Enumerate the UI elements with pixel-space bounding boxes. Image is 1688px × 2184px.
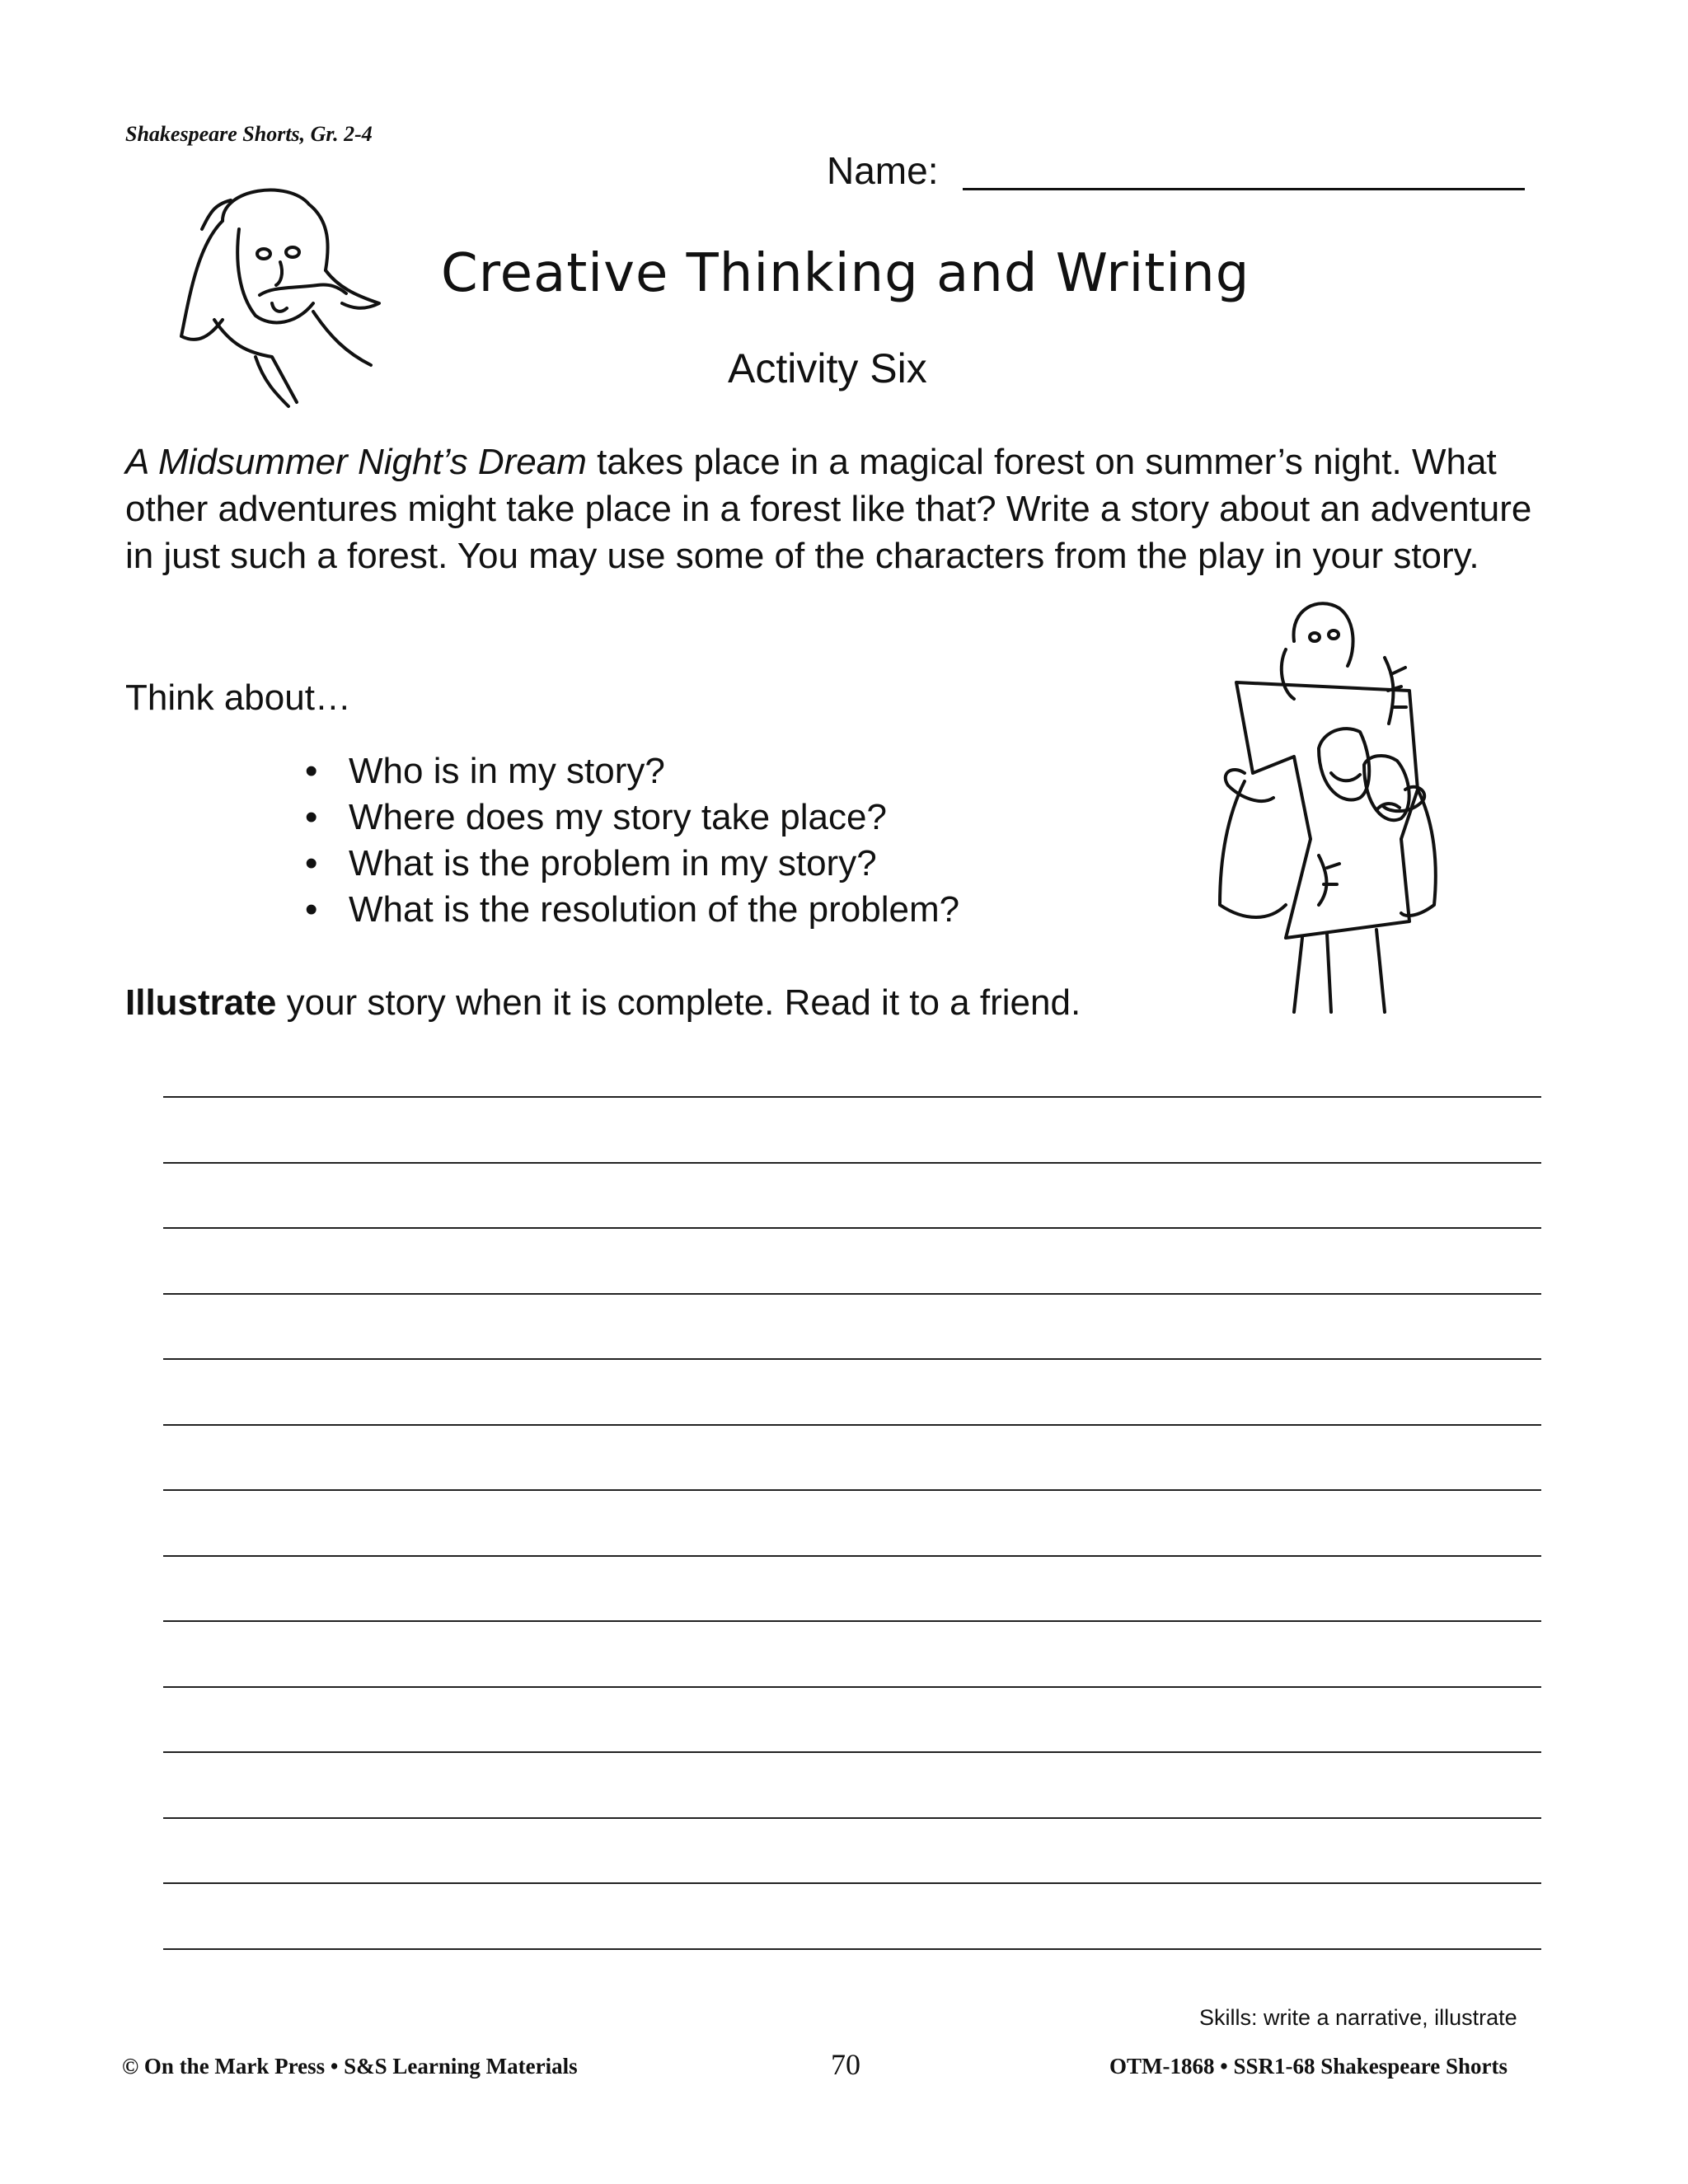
writing-line: [163, 1424, 1541, 1426]
name-blank-line: [963, 188, 1525, 190]
question-item: • Where does my story take place?: [305, 794, 959, 841]
play-title: A Midsummer Night’s Dream: [125, 442, 587, 482]
writing-line: [163, 1358, 1541, 1360]
name-label: Name:: [827, 149, 939, 192]
writing-line: [163, 1227, 1541, 1229]
writing-line: [163, 1948, 1541, 1950]
page-number: 70: [831, 2048, 860, 2081]
writing-line: [163, 1293, 1541, 1295]
skills-note: Skills: write a narrative, illustrate: [1199, 2005, 1517, 2030]
activity-subtitle: Activity Six: [728, 345, 927, 391]
footer-product-code: OTM-1868 • SSR1-68 Shakespeare Shorts: [1109, 2054, 1507, 2079]
question-list: [305, 748, 959, 933]
question-item: • Who is in my story?: [305, 748, 959, 794]
series-title: Shakespeare Shorts, Gr. 2-4: [125, 122, 373, 146]
shakespeare-portrait-icon: [165, 180, 412, 410]
theatre-masks-illustration-icon: [1195, 592, 1467, 1020]
intro-paragraph: [125, 438, 1543, 579]
writing-line: [163, 1686, 1541, 1688]
writing-line: [163, 1817, 1541, 1819]
writing-line: [163, 1489, 1541, 1491]
question-item: • What is the problem in my story?: [305, 841, 959, 887]
instruction-bold: Illustrate: [125, 982, 277, 1023]
writing-line: [163, 1751, 1541, 1753]
writing-line: [163, 1555, 1541, 1557]
writing-line: [163, 1882, 1541, 1884]
intro-text: takes place in a magical forest on summer’s night. What other adventures might take place in a forest like that? Write a story about an adventure in just such a forest. You may use some of the characters from the play in your story.: [125, 442, 1532, 576]
writing-line: [163, 1096, 1541, 1098]
think-about-label: Think about…: [125, 677, 351, 718]
page-title: Creative Thinking and Writing: [441, 243, 1250, 304]
instruction-rest: your story when it is complete. Read it to a friend.: [276, 982, 1081, 1023]
writing-line: [163, 1162, 1541, 1164]
question-item: • What is the resolution of the problem?: [305, 887, 959, 933]
instruction-text: [125, 982, 1081, 1024]
footer-copyright: © On the Mark Press • S&S Learning Materials: [122, 2054, 578, 2079]
writing-line: [163, 1620, 1541, 1622]
